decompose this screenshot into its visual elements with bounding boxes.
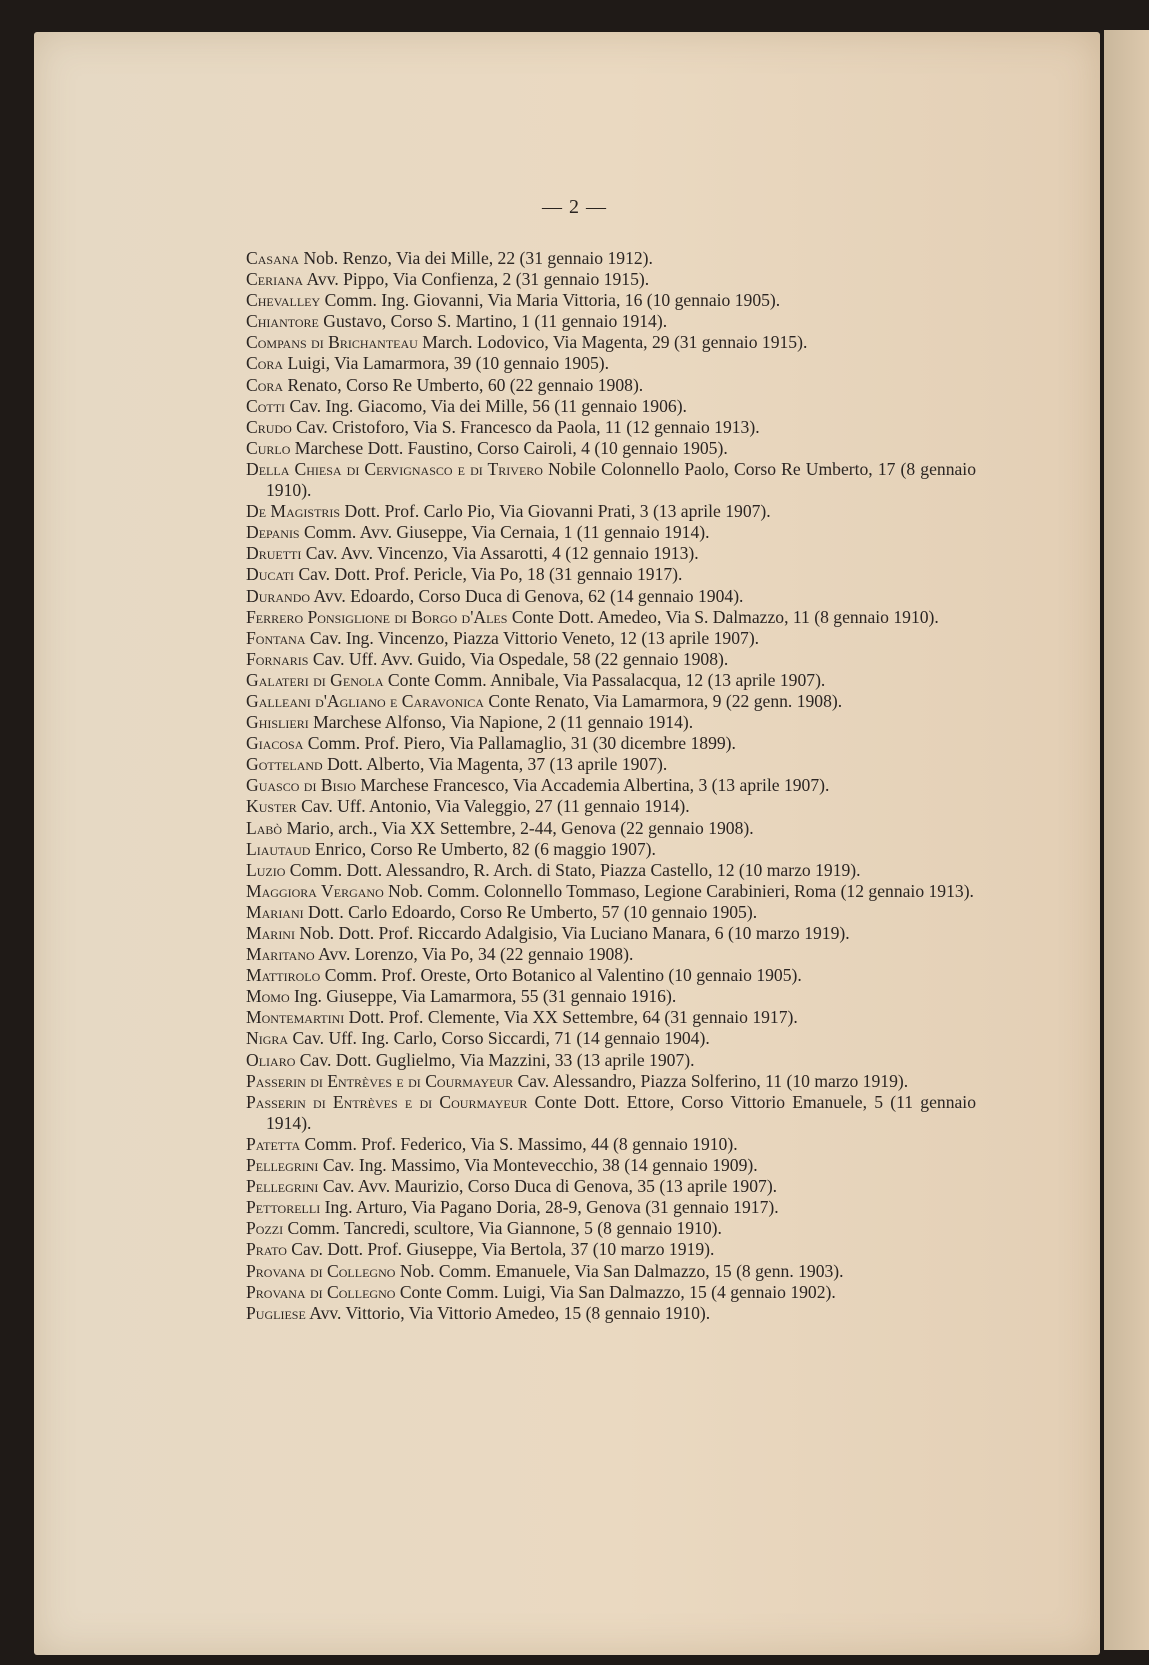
list-item <box>246 607 976 628</box>
list-item <box>246 501 976 522</box>
member-details: Avv. Pippo, Via Confienza, 2 (31 gennaio 1915). <box>303 269 650 290</box>
member-surname: Luzio <box>246 859 286 880</box>
list-item <box>246 796 976 817</box>
member-details: Mario, arch., Via XX Settembre, 2-44, Genova (22 gennaio 1908). <box>282 817 754 838</box>
member-details: Comm. Tancredi, scultore, Via Giannone, 5 (8 gennaio 1910). <box>283 1218 722 1239</box>
member-surname: Ducati <box>246 564 295 585</box>
member-details: Comm. Prof. Federico, Via S. Massimo, 44 (8 gennaio 1910). <box>300 1133 738 1154</box>
member-surname: Chevalley <box>246 290 321 311</box>
member-surname: Patetta <box>246 1133 301 1154</box>
list-item <box>246 1218 976 1239</box>
member-surname: Passerin di Entrèves e di Courmayeur <box>246 1091 528 1112</box>
member-surname: Galleani d'Agliano e Caravonica <box>246 690 484 711</box>
member-surname: Passerin di Entrèves e di Courmayeur <box>246 1070 514 1091</box>
member-details: Marchese Francesco, Via Accademia Albertina, 3 (13 aprile 1907). <box>355 775 830 796</box>
list-item <box>246 839 976 860</box>
member-details: Comm. Prof. Oreste, Orto Botanico al Valentino (10 gennaio 1905). <box>320 965 802 986</box>
list-item <box>246 522 976 543</box>
list-item <box>246 332 976 353</box>
member-details: Cav. Uff. Avv. Guido, Via Ospedale, 58 (22 gennaio 1908). <box>308 648 729 669</box>
member-surname: Ghislieri <box>246 712 309 733</box>
member-surname: Casana <box>246 248 300 268</box>
list-item <box>246 1303 976 1324</box>
list-item <box>246 818 976 839</box>
member-details: Cav. Ing. Massimo, Via Montevecchio, 38 (14 gennaio 1909). <box>318 1155 758 1176</box>
member-surname: Compans di Brichanteau <box>246 332 418 353</box>
member-details: Cav. Avv. Vincenzo, Via Assarotti, 4 (12 gennaio 1913). <box>301 543 699 564</box>
member-surname: Momo <box>246 986 290 1007</box>
member-surname: Druetti <box>246 543 302 564</box>
member-surname: Depanis <box>246 522 300 543</box>
member-surname: Pellegrini <box>246 1155 319 1176</box>
member-details: Comm. Dott. Alessandro, R. Arch. di Stato, Piazza Castello, 12 (10 marzo 1919). <box>285 859 861 880</box>
list-item <box>246 881 976 902</box>
member-surname: Liautaud <box>246 838 311 859</box>
member-details: Cav. Ing. Giacomo, Via dei Mille, 56 (11 gennaio 1906). <box>285 395 687 416</box>
member-details: Nob. Renzo, Via dei Mille, 22 (31 gennaio 1912). <box>299 248 653 268</box>
member-surname: Kuster <box>246 796 297 817</box>
list-item <box>246 733 976 754</box>
list-item <box>246 1239 976 1260</box>
member-details: March. Lodovico, Via Magenta, 29 (31 gennaio 1915). <box>417 332 808 353</box>
member-surname: Guasco di Bisio <box>246 775 356 796</box>
member-details: Conte Renato, Via Lamarmora, 9 (22 genn. 1908). <box>483 690 843 711</box>
list-item <box>246 375 976 396</box>
member-details: Avv. Vittorio, Via Vittorio Amedeo, 15 (8 gennaio 1910). <box>305 1302 711 1323</box>
list-item <box>246 459 976 501</box>
list-item <box>246 290 976 311</box>
member-details: Cav. Cristoforo, Via S. Francesco da Paola, 11 (12 gennaio 1913). <box>291 416 760 437</box>
member-surname: Montemartini <box>246 1007 345 1028</box>
list-item <box>246 1071 976 1092</box>
list-item <box>246 269 976 290</box>
member-details: Dott. Alberto, Via Magenta, 37 (13 aprile 1907). <box>322 754 668 775</box>
member-surname: Mattirolo <box>246 965 321 986</box>
page-number: — 2 — <box>542 196 607 218</box>
member-details: Avv. Lorenzo, Via Po, 34 (22 gennaio 1908). <box>314 944 634 965</box>
list-item <box>246 1155 976 1176</box>
member-surname: Maritano <box>246 944 315 965</box>
member-details: Dott. Prof. Clemente, Via XX Settembre, 64 (31 gennaio 1917). <box>344 1007 798 1028</box>
member-details: Cav. Alessandro, Piazza Solferino, 11 (10 marzo 1919). <box>513 1070 909 1091</box>
member-surname: Curlo <box>246 437 291 458</box>
list-item <box>246 628 976 649</box>
member-surname: Prato <box>246 1239 287 1260</box>
member-surname: Giacosa <box>246 733 304 754</box>
member-details: Ing. Arturo, Via Pagano Doria, 28-9, Genova (31 gennaio 1917). <box>320 1197 779 1218</box>
member-details: Renato, Corso Re Umberto, 60 (22 gennaio 1908). <box>283 374 644 395</box>
member-surname: Pettorelli <box>246 1197 321 1218</box>
member-surname: Fornaris <box>246 648 309 669</box>
list-item <box>246 923 976 944</box>
member-details: Conte Dott. Amedeo, Via S. Dalmazzo, 11 (8 gennaio 1910). <box>507 606 939 627</box>
member-details: Ing. Giuseppe, Via Lamarmora, 55 (31 gennaio 1916). <box>289 986 677 1007</box>
member-surname: Chiantore <box>246 311 319 332</box>
member-surname: Gotteland <box>246 754 323 775</box>
list-item <box>246 775 976 796</box>
member-surname: Pellegrini <box>246 1176 319 1197</box>
member-details: Gustavo, Corso S. Martino, 1 (11 gennaio 1914). <box>318 311 668 332</box>
member-surname: Galateri di Genola <box>246 669 384 690</box>
list-item <box>246 1007 976 1028</box>
member-list <box>246 248 976 1324</box>
list-item <box>246 670 976 691</box>
list-item <box>246 543 976 564</box>
member-details: Comm. Ing. Giovanni, Via Maria Vittoria, 16 (10 gennaio 1905). <box>320 290 781 311</box>
member-details: Dott. Carlo Edoardo, Corso Re Umberto, 57 (10 gennaio 1905). <box>303 901 758 922</box>
member-details: Comm. Avv. Giuseppe, Via Cernaia, 1 (11 gennaio 1914). <box>299 522 710 543</box>
list-item <box>246 1197 976 1218</box>
member-details: Nob. Dott. Prof. Riccardo Adalgisio, Via Luciano Manara, 6 (10 marzo 1919). <box>294 923 850 943</box>
member-details: Cav. Dott. Guglielmo, Via Mazzini, 33 (13 aprile 1907). <box>295 1049 695 1070</box>
member-details: Nob. Comm. Emanuele, Via San Dalmazzo, 15 (8 genn. 1903). <box>395 1260 844 1281</box>
member-surname: Provana di Collegno <box>246 1281 396 1302</box>
member-surname: Ferrero Ponsiglione di Borgo d'Ales <box>246 606 508 627</box>
member-details: Avv. Edoardo, Corso Duca di Genova, 62 (14 gennaio 1904). <box>310 585 744 606</box>
member-details: Cav. Uff. Antonio, Via Valeggio, 27 (11 gennaio 1914). <box>296 796 690 817</box>
member-details: Cav. Dott. Prof. Pericle, Via Po, 18 (31 gennaio 1917). <box>294 564 683 585</box>
list-item <box>246 1092 976 1134</box>
member-surname: Pozzi <box>246 1218 284 1239</box>
list-item <box>246 902 976 923</box>
member-details: Cav. Dott. Prof. Giuseppe, Via Bertola, 37 (10 marzo 1919). <box>286 1239 715 1260</box>
member-surname: Crudo <box>246 416 292 437</box>
list-item <box>246 691 976 712</box>
member-surname: Cora <box>246 374 284 395</box>
member-details: Comm. Prof. Piero, Via Pallamaglio, 31 (30 dicembre 1899). <box>303 733 736 754</box>
member-surname: Ceriana <box>246 269 304 290</box>
member-details: Conte Dott. Ettore, Corso Vittorio Emanuele, 5 (11 gennaio 1914). <box>266 1091 976 1133</box>
list-item <box>246 353 976 374</box>
list-item <box>246 649 976 670</box>
member-details: Marchese Dott. Faustino, Corso Cairoli, 4 (10 gennaio 1905). <box>290 437 728 458</box>
member-surname: Labò <box>246 817 283 838</box>
member-surname: De Magistris <box>246 501 341 522</box>
list-item <box>246 1134 976 1155</box>
adjacent-page-edge <box>1104 30 1149 1650</box>
member-surname: Maggiora Vergano <box>246 880 384 901</box>
member-surname: Fontana <box>246 627 306 648</box>
list-item <box>246 1176 976 1197</box>
list-item <box>246 965 976 986</box>
member-surname: Mariani <box>246 901 304 922</box>
list-item <box>246 417 976 438</box>
member-details: Enrico, Corso Re Umberto, 82 (6 maggio 1907). <box>310 838 656 859</box>
member-details: Nob. Comm. Colonnello Tommaso, Legione Carabinieri, Roma (12 gennaio 1913). <box>383 880 974 901</box>
member-surname: Pugliese <box>246 1302 306 1323</box>
member-surname: Nigra <box>246 1028 289 1049</box>
member-surname: Cora <box>246 353 284 374</box>
list-item <box>246 311 976 332</box>
member-surname: Provana di Collegno <box>246 1260 396 1281</box>
member-details: Marchese Alfonso, Via Napione, 2 (11 gennaio 1914). <box>308 712 694 733</box>
member-details: Cav. Avv. Maurizio, Corso Duca di Genova, 35 (13 aprile 1907). <box>318 1176 778 1197</box>
member-details: Conte Comm. Annibale, Via Passalacqua, 12 (13 aprile 1907). <box>383 669 826 690</box>
member-surname: Oliaro <box>246 1049 296 1070</box>
list-item <box>246 986 976 1007</box>
member-surname: Marini <box>246 923 295 943</box>
member-details: Conte Comm. Luigi, Via San Dalmazzo, 15 (4 gennaio 1902). <box>395 1281 836 1302</box>
member-details: Cav. Uff. Ing. Carlo, Corso Siccardi, 71 (14 gennaio 1904). <box>288 1028 710 1049</box>
list-item <box>246 1050 976 1071</box>
list-item <box>246 564 976 585</box>
member-surname: Durando <box>246 585 311 606</box>
list-item <box>246 396 976 417</box>
member-details: Nobile Colonnello Paolo, Corso Re Umberto, 17 (8 gennaio 1910). <box>266 458 976 501</box>
list-item <box>246 248 976 269</box>
list-item <box>246 1282 976 1303</box>
list-item <box>246 1028 976 1049</box>
list-item <box>246 1261 976 1282</box>
list-item <box>246 712 976 733</box>
member-details: Luigi, Via Lamarmora, 39 (10 gennaio 1905). <box>283 353 610 374</box>
member-details: Cav. Ing. Vincenzo, Piazza Vittorio Veneto, 12 (13 aprile 1907). <box>305 627 760 648</box>
list-item <box>246 944 976 965</box>
list-item <box>246 586 976 607</box>
list-item <box>246 754 976 775</box>
member-details: Dott. Prof. Carlo Pio, Via Giovanni Prati, 3 (13 aprile 1907). <box>340 501 771 522</box>
list-item <box>246 438 976 459</box>
member-surname: Cotti <box>246 395 286 416</box>
list-item <box>246 860 976 881</box>
member-surname: Della Chiesa di Cervignasco e di Trivero <box>246 458 543 479</box>
